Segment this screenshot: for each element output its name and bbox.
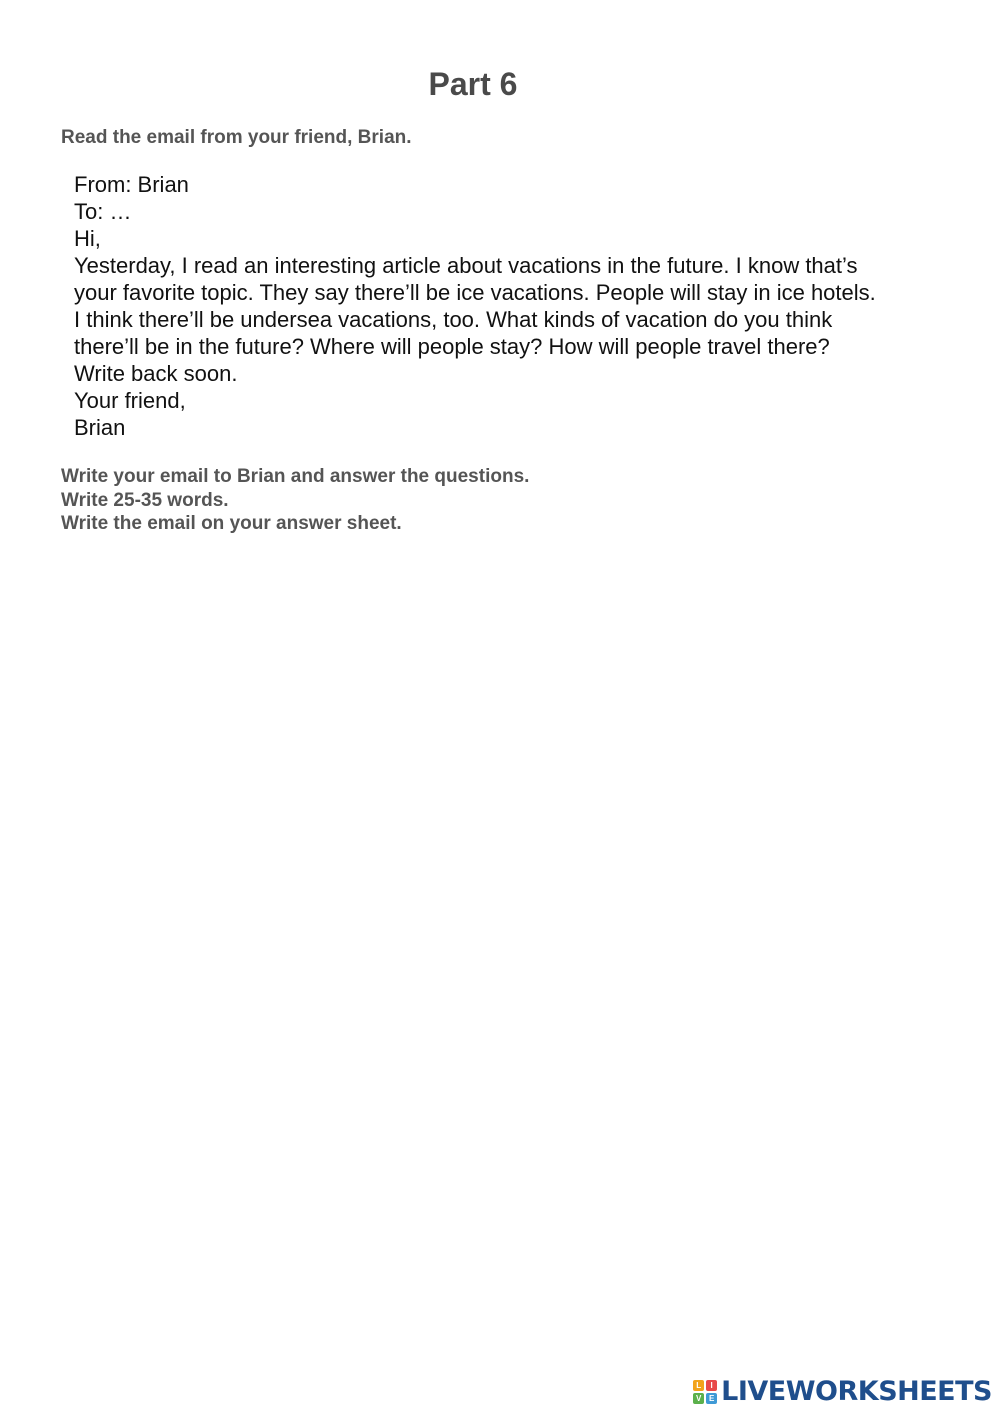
logo-text: LIVEWORKSHEETS [721,1376,992,1407]
email-signature: Brian [74,415,126,440]
email-text-line: your favorite topic. They say there’ll be ice vacations. People will stay in ice hotels. [74,280,876,305]
email-text-line: Yesterday, I read an interesting article about vacations in the future. I know that’s [74,253,858,278]
writing-task-instructions [61,465,529,536]
email-text-line: there’ll be in the future? Where will people stay? How will people travel there? [74,334,830,359]
reading-instruction: Read the email from your friend, Brian. [61,127,412,148]
email-text-line: I think there’ll be undersea vacations, too. What kinds of vacation do you think [74,307,833,332]
logo-block: E [706,1393,717,1404]
task-word-count: Write 25-35 words. [61,489,229,511]
email-from-line: From: Brian [74,172,189,197]
email-greeting: Hi, [74,226,101,251]
task-instruction: Write your email to Brian and answer the questions. [61,466,530,487]
logo-icon [693,1380,717,1404]
email-text-line: Write back soon. [74,361,238,386]
email-body [74,171,974,441]
logo-block: L [693,1380,704,1391]
liveworksheets-logo [693,1377,992,1407]
page-title: Part 6 [428,66,518,102]
logo-block: V [693,1393,704,1404]
logo-block: I [706,1380,717,1391]
task-answer-sheet: Write the email on your answer sheet. [61,513,402,534]
email-to-line: To: … [74,199,132,224]
email-closing: Your friend, [74,388,186,413]
